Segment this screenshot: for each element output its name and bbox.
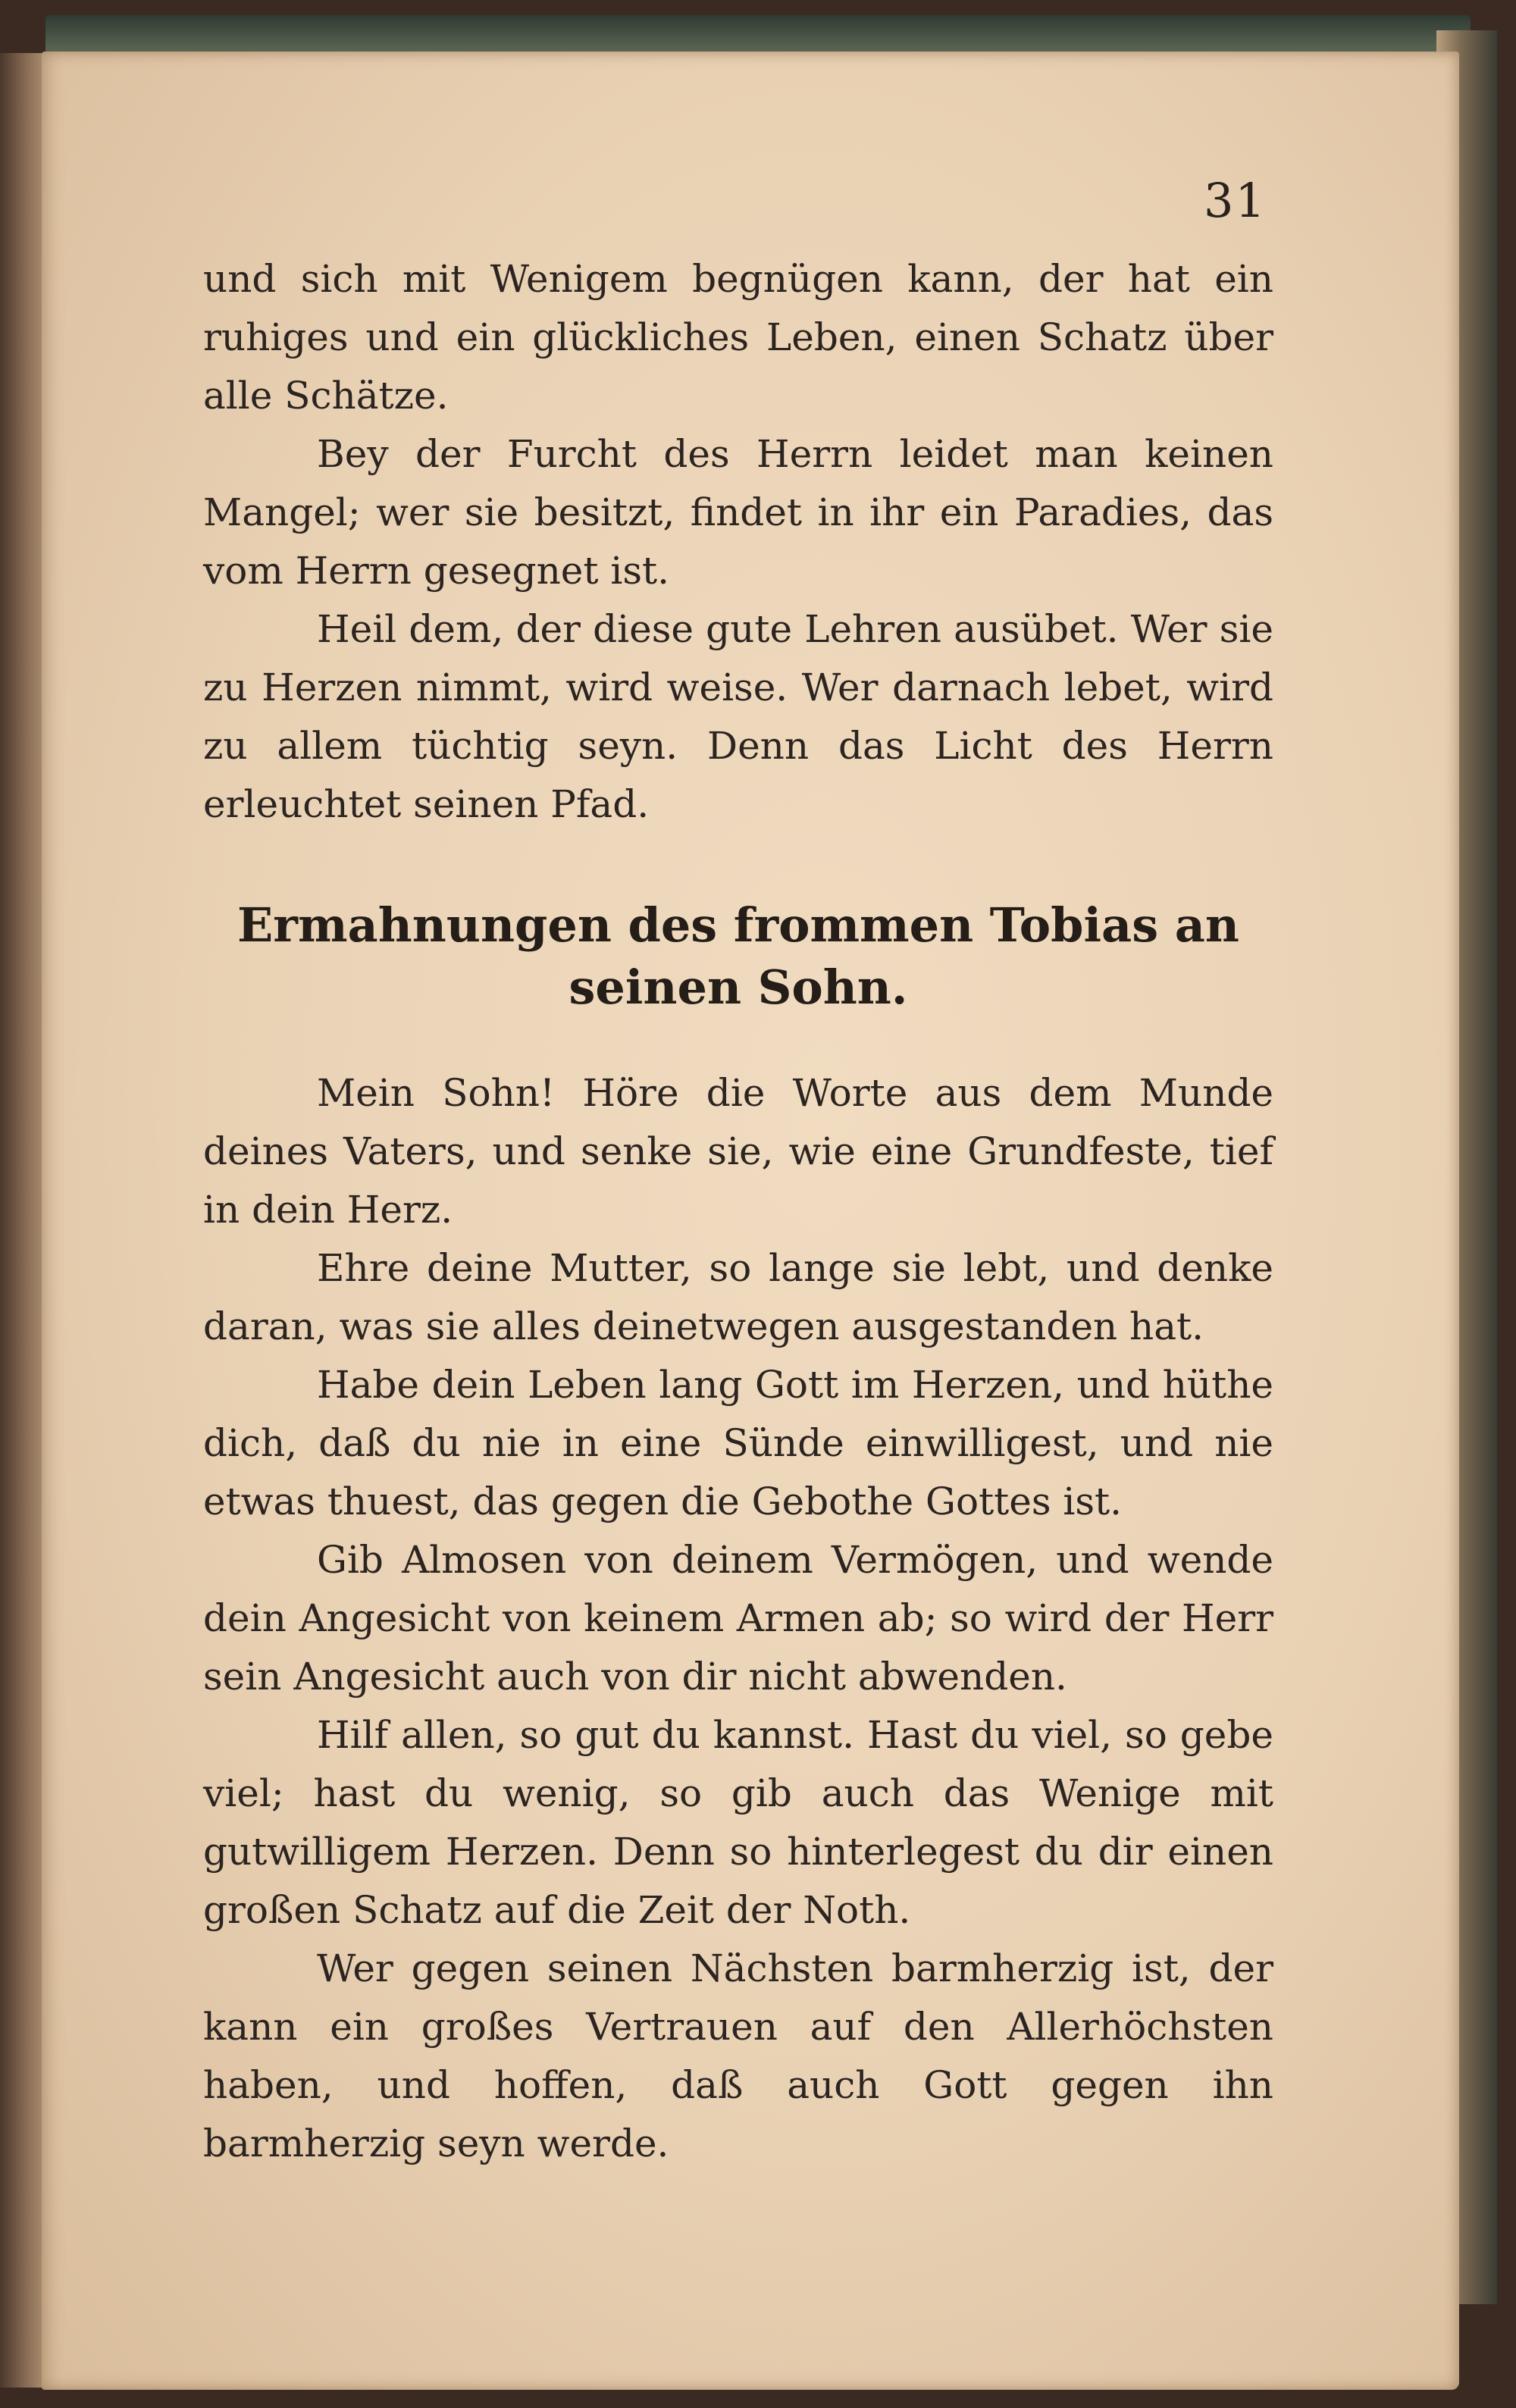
- paragraph: Hilf allen, so gut du kannst. Hast du viel, so gebe viel; hast du wenig, so gib auch das Wenige mit gutwilligem Herzen. Denn so hinterlegest du dir einen großen Schatz auf die Zeit der Noth.: [203, 1713, 1273, 1932]
- paragraph: Heil dem, der diese gute Lehren ausübet. Wer sie zu Herzen nimmt, wird weise. Wer darnach lebet, wird zu allem tüchtig seyn. Denn das Licht des Herrn erleuchtet seinen Pfad.: [203, 607, 1273, 826]
- page-number: 31: [1204, 173, 1267, 228]
- page-text: [203, 250, 1273, 2173]
- paragraph: Mein Sohn! Höre die Worte aus dem Munde deines Vaters, und senke sie, wie eine Grundfeste, tief in dein Herz.: [203, 1071, 1273, 1232]
- paragraph: Ehre deine Mutter, so lange sie lebt, und denke daran, was sie alles deinetwegen ausgestanden hat.: [203, 1246, 1273, 1348]
- paragraph: Wer gegen seinen Nächsten barmherzig ist, der kann ein großes Vertrauen auf den Allerhöchsten haben, und hoffen, daß auch Gott gegen ihn barmherzig seyn werde.: [203, 1946, 1273, 2165]
- paragraph: Habe dein Leben lang Gott im Herzen, und hüthe dich, daß du nie in eine Sünde einwilligest, und nie etwas thuest, das gegen die Gebothe Gottes ist.: [203, 1363, 1273, 1523]
- paragraph: Bey der Furcht des Herrn leidet man keinen Mangel; wer sie besitzt, findet in ihr ein Paradies, das vom Herrn gesegnet ist.: [203, 432, 1273, 593]
- paragraph: und sich mit Wenigem begnügen kann, der hat ein ruhiges und ein glückliches Leben, einen Schatz über alle Schätze.: [203, 257, 1273, 418]
- paragraph: Gib Almosen von deinem Vermögen, und wende dein Angesicht von keinem Armen ab; so wird der Herr sein Angesicht auch von dir nicht abwenden.: [203, 1538, 1273, 1699]
- section-heading: Ermahnungen des frommen Tobias an seinen Sohn.: [237, 897, 1239, 1015]
